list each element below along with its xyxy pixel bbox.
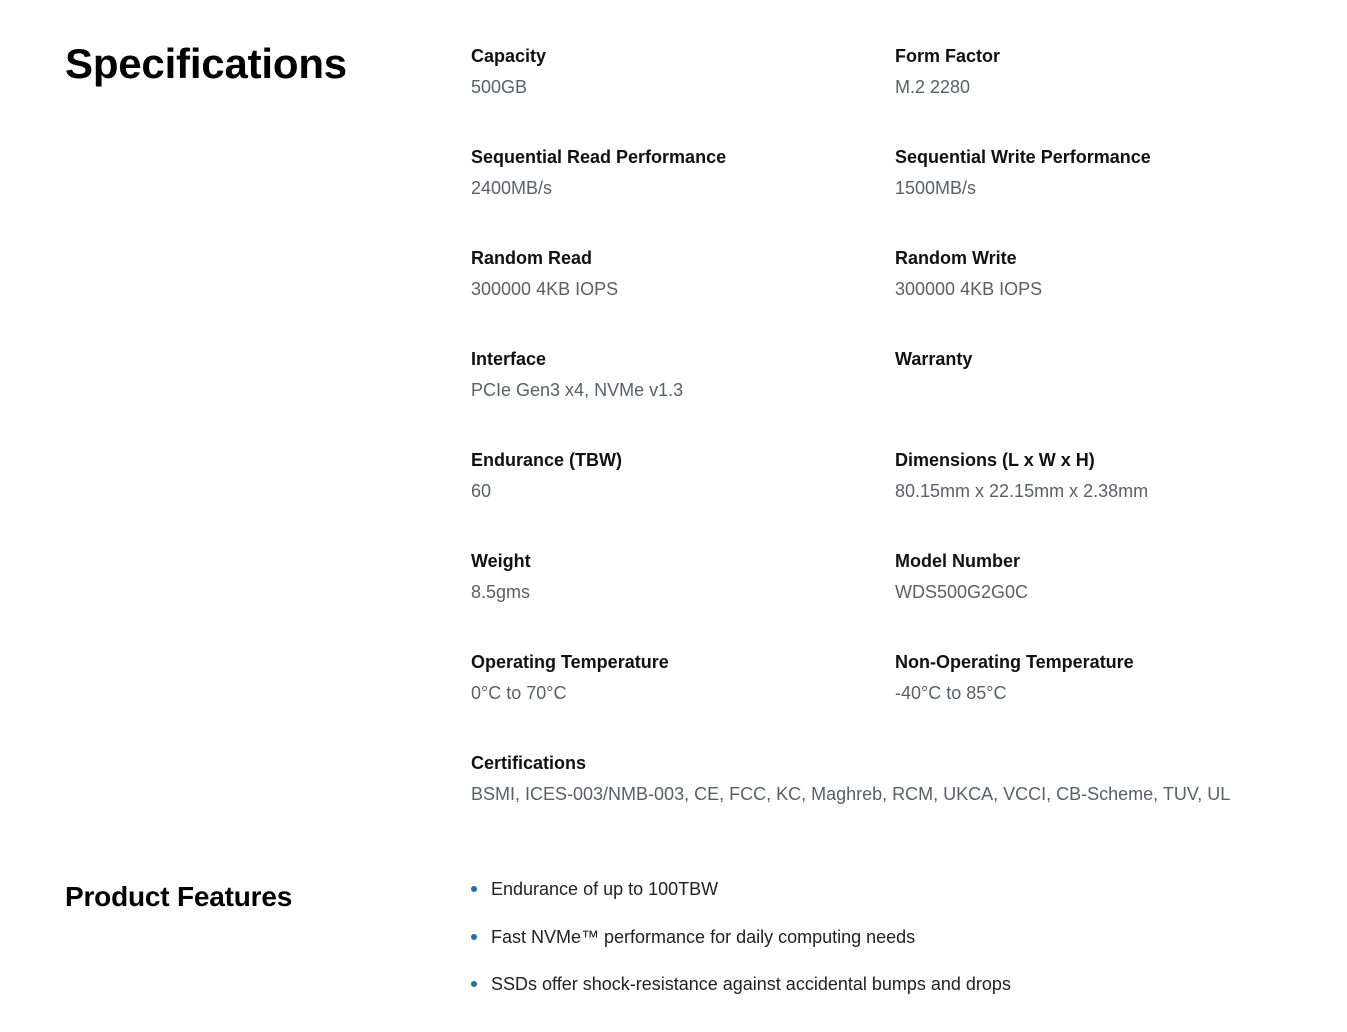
spec-label: Interface: [471, 349, 547, 369]
list-item: [471, 922, 1011, 970]
product-features-list: [471, 874, 1011, 1017]
spec-value: 0°C to 70°C: [471, 683, 567, 703]
spec-label: Dimensions (L x W x H): [895, 450, 1095, 470]
spec-label: Sequential Write Performance: [895, 147, 1151, 167]
specifications-grid: [471, 44, 1331, 852]
spec-non-operating-temperature: [895, 650, 1331, 751]
spec-certifications: [471, 751, 1331, 852]
spec-value: 2400MB/s: [471, 178, 553, 198]
spec-value: 60: [471, 481, 492, 501]
spec-value: 300000 4KB IOPS: [471, 279, 619, 299]
spec-warranty: [895, 347, 1331, 448]
feature-text: Fast NVMe™ performance for daily computing needs: [491, 926, 916, 947]
feature-text: Endurance of up to 100TBW: [491, 879, 719, 899]
spec-label: Certifications: [471, 753, 587, 773]
spec-value: 1500MB/s: [895, 178, 977, 198]
spec-weight: [471, 549, 895, 650]
spec-random-write: [895, 246, 1331, 347]
spec-label: Sequential Read Performance: [471, 147, 727, 167]
spec-label: Warranty: [895, 349, 973, 369]
specifications-heading: Specifications: [65, 40, 347, 87]
spec-label: Random Write: [895, 248, 1017, 268]
spec-label: Random Read: [471, 248, 593, 268]
spec-label: Operating Temperature: [471, 652, 669, 672]
list-item: [471, 874, 1011, 922]
spec-sequential-read: [471, 145, 895, 246]
bullet-dot-icon: [471, 934, 477, 940]
spec-value: -40°C to 85°C: [895, 683, 1007, 703]
bullet-dot-icon: [471, 981, 477, 987]
list-item: [471, 969, 1011, 1017]
spec-value: 500GB: [471, 77, 528, 97]
spec-label: Capacity: [471, 46, 547, 66]
spec-value: WDS500G2G0C: [895, 582, 1029, 602]
spec-value: 8.5gms: [471, 582, 531, 602]
bullet-dot-icon: [471, 886, 477, 892]
spec-random-read: [471, 246, 895, 347]
feature-text: SSDs offer shock-resistance against accidental bumps and drops: [491, 974, 1011, 994]
spec-sequential-write: [895, 145, 1331, 246]
spec-value: BSMI, ICES-003/NMB-003, CE, FCC, KC, Maghreb, RCM, UKCA, VCCI, CB-Scheme, TUV, UL: [471, 784, 1231, 804]
spec-value: PCIe Gen3 x4, NVMe v1.3: [471, 380, 684, 400]
spec-label: Non-Operating Temperature: [895, 652, 1134, 672]
spec-endurance: [471, 448, 895, 549]
spec-label: Form Factor: [895, 46, 1001, 66]
spec-value: 300000 4KB IOPS: [895, 279, 1043, 299]
spec-form-factor: [895, 44, 1331, 145]
spec-label: Endurance (TBW): [471, 450, 622, 470]
product-features-heading: Product Features: [65, 881, 293, 912]
spec-model-number: [895, 549, 1331, 650]
spec-interface: [471, 347, 895, 448]
spec-dimensions: [895, 448, 1331, 549]
spec-value: 80.15mm x 22.15mm x 2.38mm: [895, 481, 1149, 501]
spec-label: Weight: [471, 551, 531, 571]
spec-operating-temperature: [471, 650, 895, 751]
spec-label: Model Number: [895, 551, 1021, 571]
spec-value: M.2 2280: [895, 77, 971, 97]
spec-capacity: [471, 44, 895, 145]
